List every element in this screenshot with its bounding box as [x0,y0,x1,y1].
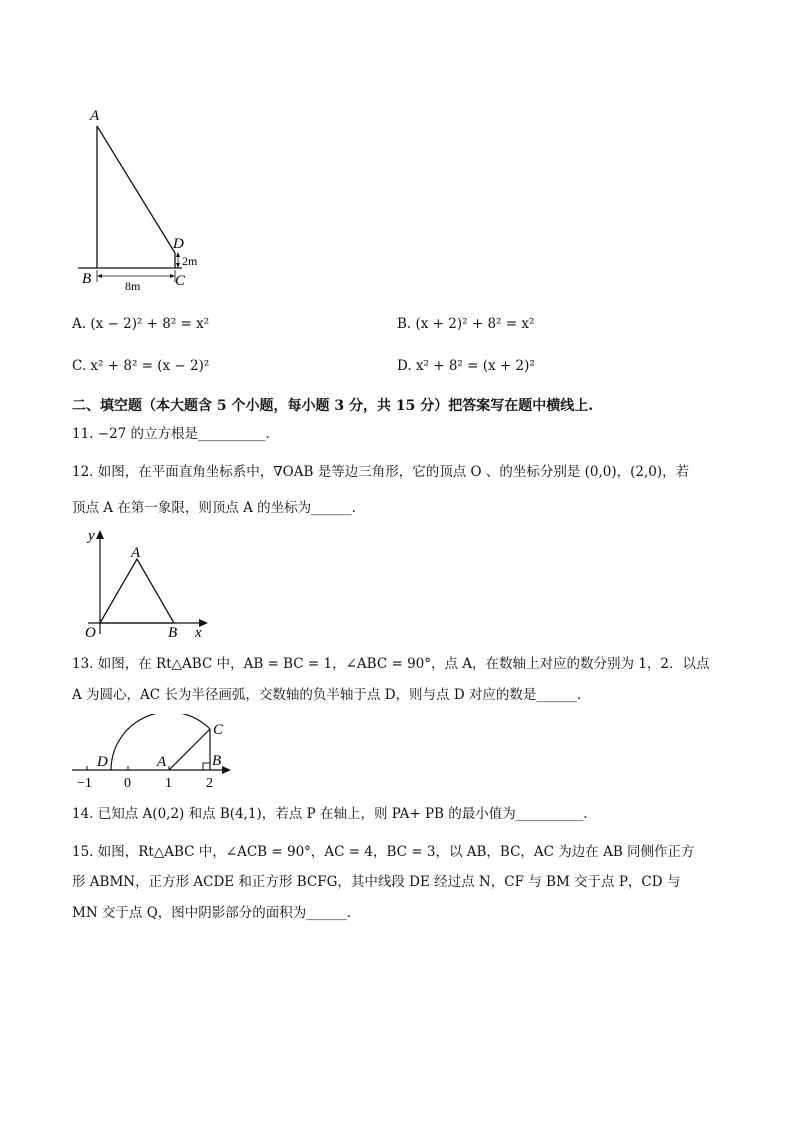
label-dc: 2m [182,254,198,268]
dim-dc-arrow-top [176,252,180,257]
right-angle-mark [203,763,210,770]
label-b: B [212,753,222,769]
question-13-line1: 13. 如图，在 Rt△ABC 中，AB = BC = 1，∠ABC = 90°，点 A，在数轴上对应的数分别为 1，2．以点 [72,656,710,672]
tick-label-0: 0 [124,776,131,791]
label-a: A [90,108,100,124]
line-ad [97,126,175,253]
label-a: A [131,545,141,561]
label-bc: 8m [125,279,141,293]
tick-label-m1: −1 [77,776,92,791]
label-b: B [82,271,92,287]
question-15-line1: 15. 如图，Rt△ABC 中，∠ACB = 90°，AC = 4，BC = 3，以 AB，BC，AC 为边在 AB 同侧作正方 [72,844,695,860]
label-c: C [175,273,186,289]
label-b: B [168,625,178,641]
section-heading: 二、填空题（本大题含 5 个小题，每小题 3 分，共 15 分）把答案写在题中横线上. [72,398,594,414]
label-a: A [157,754,167,770]
question-12-line2: 顶点 A 在第一象限，则顶点 A 的坐标为______. [72,500,356,516]
number-line-arrow [222,766,231,774]
figure-coordinate-triangle [78,522,218,644]
triangle-oab [100,559,174,623]
y-axis-arrow [96,530,104,539]
label-d: D [97,754,108,770]
tick-label-1: 1 [165,776,172,791]
tick-label-2: 2 [206,776,213,791]
label-y: y [88,528,95,544]
figure-ladder [70,100,220,295]
question-15-line3: MN 交于点 Q，图中阴影部分的面积为______. [72,905,352,921]
dim-dc-arrow-bottom [176,263,180,268]
dim-bc-arrow-left [97,274,102,278]
label-o: O [85,625,96,641]
option-a: A. (x − 2)² + 8² = x² [72,316,210,332]
label-c: C [213,722,224,738]
question-15-line2: 形 ABMN，正方形 ACDE 和正方形 BCFG，其中线段 DE 经过点 N，CF 与 BM 交于点 P，CD 与 [72,874,681,890]
figure-number-line-arc [68,714,236,794]
question-11: 11. −27 的立方根是__________. [72,426,270,442]
line-ac [169,729,210,770]
question-13-line2: A 为圆心，AC 长为半径画弧，交数轴的负半轴于点 D，则与点 D 对应的数是______. [72,687,582,703]
label-d: D [173,236,184,252]
question-14: 14. 已知点 A(0,2) 和点 B(4,1)，若点 P 在轴上，则 PA+ PB 的最小值为__________. [72,806,588,822]
option-b: B. (x + 2)² + 8² = x² [397,316,535,332]
question-12-line1: 12. 如图，在平面直角坐标系中，∇OAB 是等边三角形，它的顶点 O 、的坐标分别是 (0,0)，(2,0)，若 [72,464,690,480]
label-x: x [195,625,202,641]
option-c: C. x² + 8² = (x − 2)² [72,358,210,374]
option-d: D. x² + 8² = (x + 2)² [397,358,535,374]
